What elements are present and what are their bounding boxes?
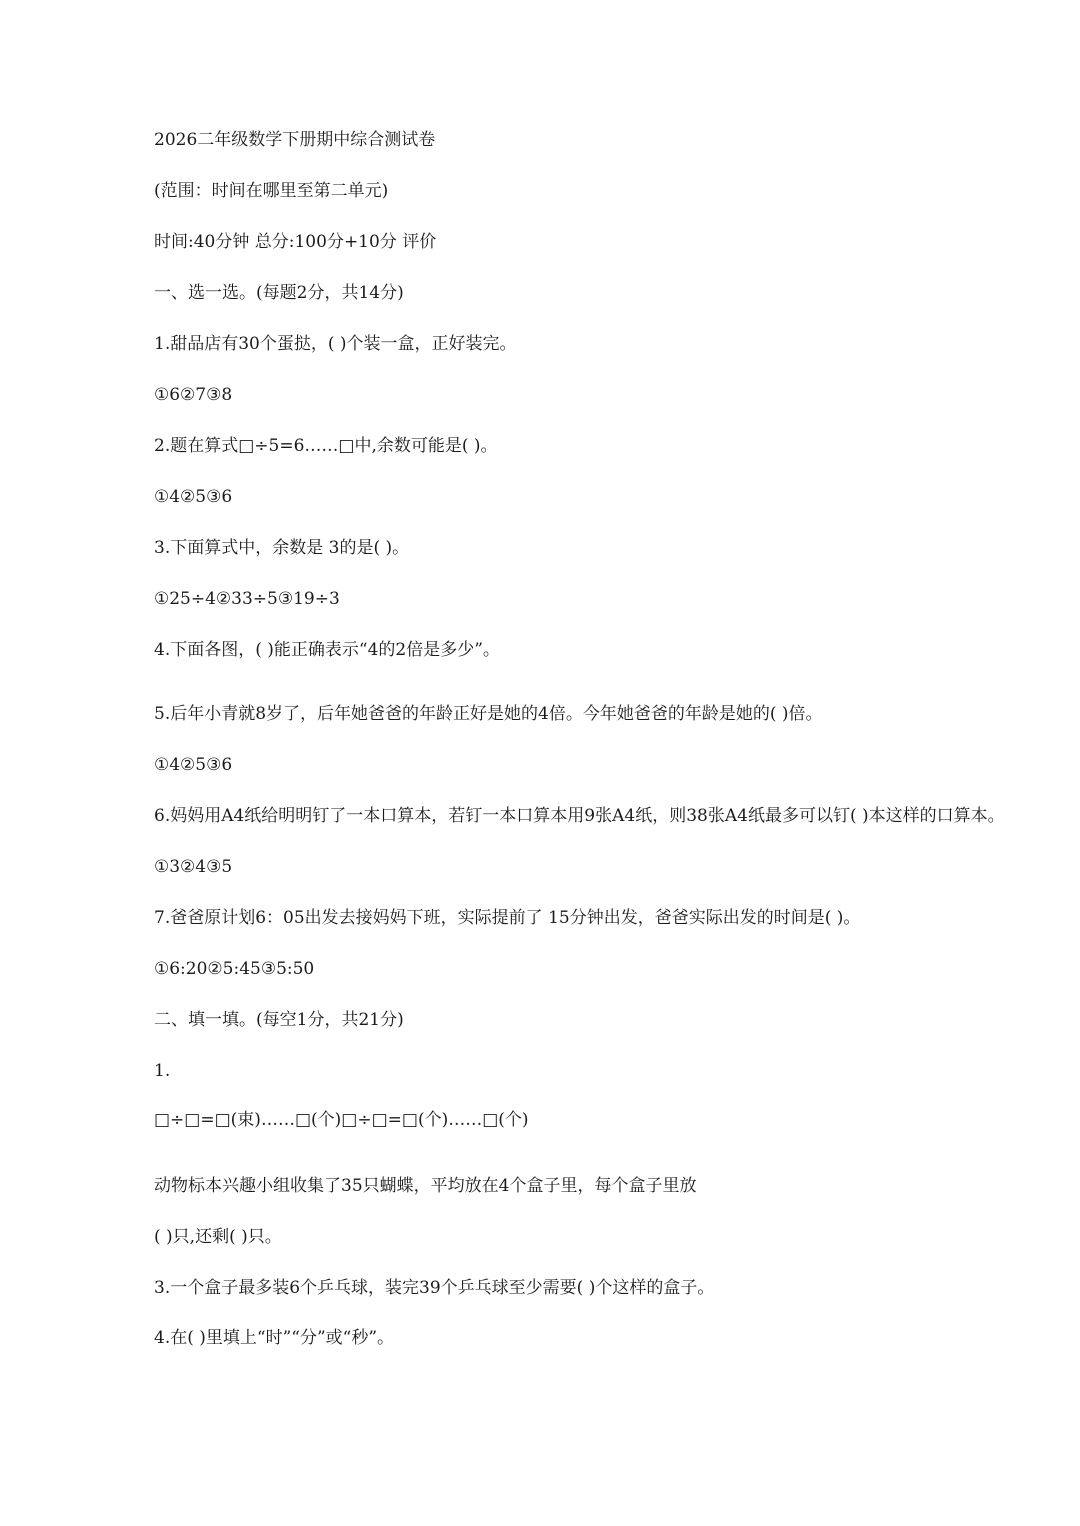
question-2: 2.题在算式□÷5=6……□中,余数可能是( )。 (154, 436, 498, 456)
time-score-line: 时间:40分钟 总分:100分+10分 评价 (154, 232, 437, 252)
fill-2-text: 动物标本兴趣小组收集了35只蝴蝶，平均放在4个盒子里，每个盒子里放 (154, 1176, 697, 1196)
question-6: 6.妈妈用A4纸给明明钉了一本口算本，若钉一本口算本用9张A4纸，则38张A4纸最多可以钉( )本这样的口算本。 (154, 806, 1005, 826)
question-6-options: ①3②4③5 (154, 857, 233, 877)
question-7: 7.爸爸原计划6：05出发去接妈妈下班，实际提前了 15分钟出发，爸爸实际出发的时间是( )。 (154, 908, 861, 928)
fill-2-blanks: ( )只,还剩( )只。 (154, 1227, 282, 1247)
question-4: 4.下面各图，( )能正确表示“4的2倍是多少”。 (154, 640, 500, 660)
fill-1-number: 1. (154, 1061, 171, 1081)
question-7-options: ①6:20②5:45③5:50 (154, 959, 315, 979)
question-1-options: ①6②7③8 (154, 385, 233, 405)
fill-4: 4.在( )里填上“时”“分”或“秒”。 (154, 1328, 395, 1348)
question-2-options: ①4②5③6 (154, 487, 233, 507)
fill-3: 3.一个盒子最多装6个乒乓球，装完39个乒乓球至少需要( )个这样的盒子。 (154, 1278, 715, 1298)
scope-line: (范围：时间在哪里至第二单元) (154, 181, 389, 201)
question-5: 5.后年小青就8岁了，后年她爸爸的年龄正好是她的4倍。今年她爸爸的年龄是她的( )倍。 (154, 704, 823, 724)
question-3-options: ①25÷4②33÷5③19÷3 (154, 589, 340, 609)
fill-1-equation: □÷□=□(束)……□(个)□÷□=□(个)……□(个) (154, 1110, 529, 1130)
question-1: 1.甜品店有30个蛋挞，( )个装一盒，正好装完。 (154, 334, 517, 354)
section-heading-fill: 二、填一填。(每空1分，共21分) (154, 1010, 404, 1030)
question-3: 3.下面算式中，余数是 3的是( )。 (154, 538, 410, 558)
section-heading-choice: 一、选一选。(每题2分，共14分) (154, 283, 404, 303)
page-title: 2026二年级数学下册期中综合测试卷 (154, 130, 436, 150)
question-5-options: ①4②5③6 (154, 755, 233, 775)
